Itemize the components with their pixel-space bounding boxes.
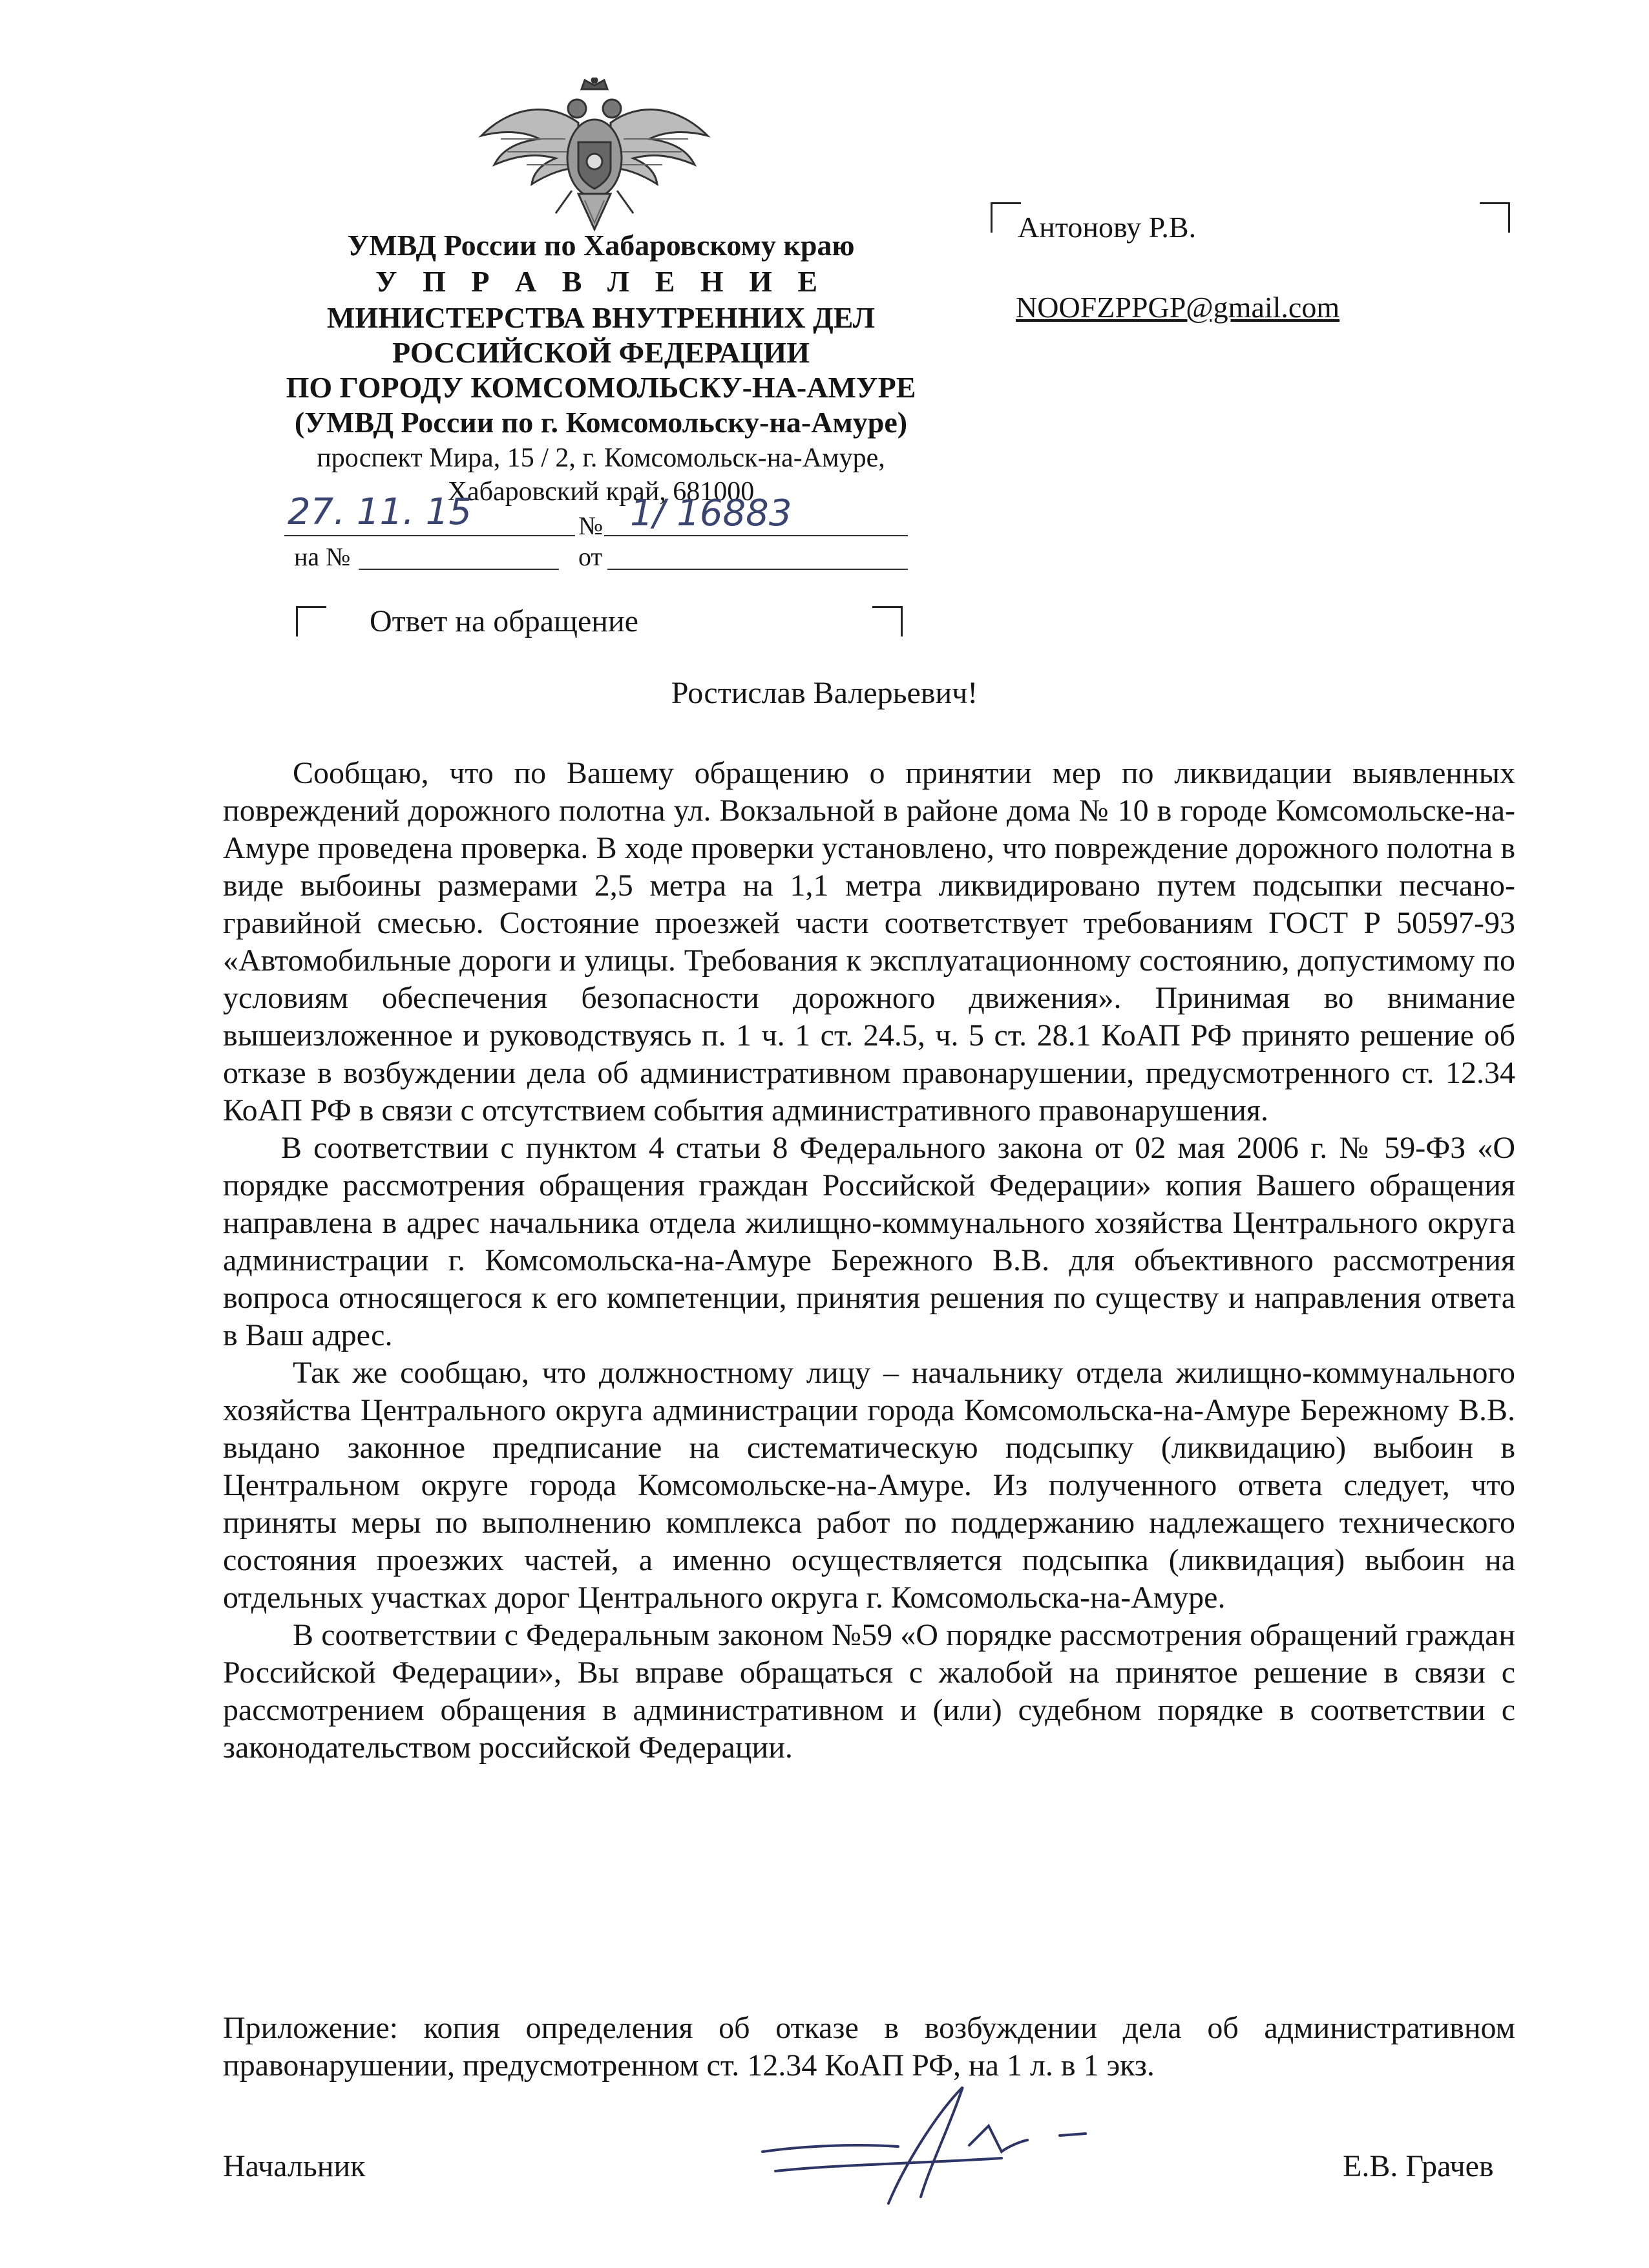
- number-label: №: [578, 511, 604, 540]
- org-country-line: РОССИЙСКОЙ ФЕДЕРАЦИИ: [392, 336, 810, 369]
- letter-body: [223, 755, 1515, 1767]
- subject-line: Ответ на обращение: [370, 604, 638, 638]
- subject-corner-right: [872, 606, 903, 636]
- recipient-corner-left: [991, 202, 1021, 233]
- number-handwritten: 1/ 16883: [630, 492, 792, 534]
- body-paragraph-4: В соответствии с Федеральным законом №59 «О порядке рассмотрения обращений граждан Российской Федерации», Вы вправе обращаться с жалобой на принятое решение в связи с рассмотрением обращения в административном и (или) судебном порядке в соответствии с законодательством российской Федерации.: [223, 1618, 1515, 1765]
- recipient-email: NOOFZPPGP@gmail.com: [1016, 291, 1340, 324]
- signature-position: Начальник: [223, 2149, 366, 2183]
- subject-corner-left: [296, 606, 326, 636]
- mvd-emblem: [475, 78, 714, 239]
- org-city-line: ПО ГОРОДУ КОМСОМОЛЬСКУ-НА-АМУРЕ: [286, 371, 916, 404]
- org-address-line1: проспект Мира, 15 / 2, г. Комсомольск-на-Амуре,: [317, 443, 885, 473]
- salutation: Ростислав Валерьевич!: [671, 676, 978, 710]
- signature-name: Е.В. Грачев: [1343, 2149, 1494, 2183]
- date-handwritten: 27. 11. 15: [288, 491, 472, 533]
- number-field-line: [604, 535, 908, 536]
- body-paragraph-2: В соответствии с пунктом 4 статьи 8 Федерального закона от 02 мая 2006 г. № 59-ФЗ «О порядке рассмотрения обращения граждан Российской Федерации» копия Вашего обращения направлена в адрес начальника отдела жилищно-коммунального хозяйства Центрального округа администрации г. Комсомольска-на-Амуре Бережного В.В. для объективного рассмотрения вопроса относящегося к его компетенции, принятия решения по существу и направления ответа в Ваш адрес.: [223, 1131, 1515, 1352]
- org-region-line: УМВД России по Хабаровскому краю: [347, 229, 855, 262]
- org-department-line: У П Р А В Л Е Н И Е: [375, 265, 827, 298]
- ref-label: на №: [294, 542, 351, 571]
- body-paragraph-3: Так же сообщаю, что должностному лицу – начальнику отдела жилищно-коммунального хозяйства Центрального округа администрации города Комсомольска-на-Амуре Бережному В.В. выдано законное предписание на систематическую подсыпку (ликвидацию) выбоин в Центральном округе города Комсомольске-на-Амуре. Из полученного ответа следует, что приняты меры по выполнению комплекса работ по поддержанию надлежащего технического состояния проезжих частей, а именно осуществляется подсыпка (ликвидация) выбоин на отдельных участках дорог Центрального округа г. Комсомольска-на-Амуре.: [223, 1356, 1515, 1615]
- body-paragraph-1: Сообщаю, что по Вашему обращению о принятии мер по ликвидации выявленных повреждений дорожного полотна ул. Вокзальной в районе дома № 10 в городе Комсомольске-на-Амуре проведена проверка. В ходе проверки установлено, что повреждение дорожного полотна в виде выбоины размерами 2,5 метра на 1,1 метра ликвидировано путем подсыпки песчано-гравийной смесью. Состояние проезжей части соответствует требованиям ГОСТ Р 50597-93 «Автомобильные дороги и улицы. Требования к эксплуатационному состоянию, допустимому по условиям обеспечения безопасности дорожного движения». Принимая во внимание вышеизложенное и руководствуясь п. 1 ч. 1 ст. 24.5, ч. 5 ст. 28.1 КоАП РФ принято решение об отказе в возбуждении дела об административном правонарушении, предусмотренного ст. 12.34 КоАП РФ в связи с отсутствием события административного правонарушения.: [223, 756, 1515, 1128]
- appendix-note: Приложение: копия определения об отказе в возбуждении дела об административном правонарушении, предусмотренном ст. 12.34 КоАП РФ, на 1 л. в 1 экз.: [223, 2011, 1515, 2083]
- ref-field-line: [359, 569, 559, 570]
- handwritten-signature: [756, 2074, 1092, 2216]
- recipient-corner-right: [1480, 202, 1510, 233]
- recipient-name: Антонову Р.В.: [1018, 211, 1197, 244]
- org-ministry-line: МИНИСТЕРСТВА ВНУТРЕННИХ ДЕЛ: [326, 301, 876, 334]
- org-abbrev-line: (УМВД России по г. Комсомольску-на-Амуре): [294, 406, 908, 439]
- from-field-line: [607, 569, 908, 570]
- org-address-line2: Хабаровский край, 681000: [447, 477, 755, 507]
- from-label: от: [578, 542, 602, 571]
- date-field-line: [284, 535, 575, 536]
